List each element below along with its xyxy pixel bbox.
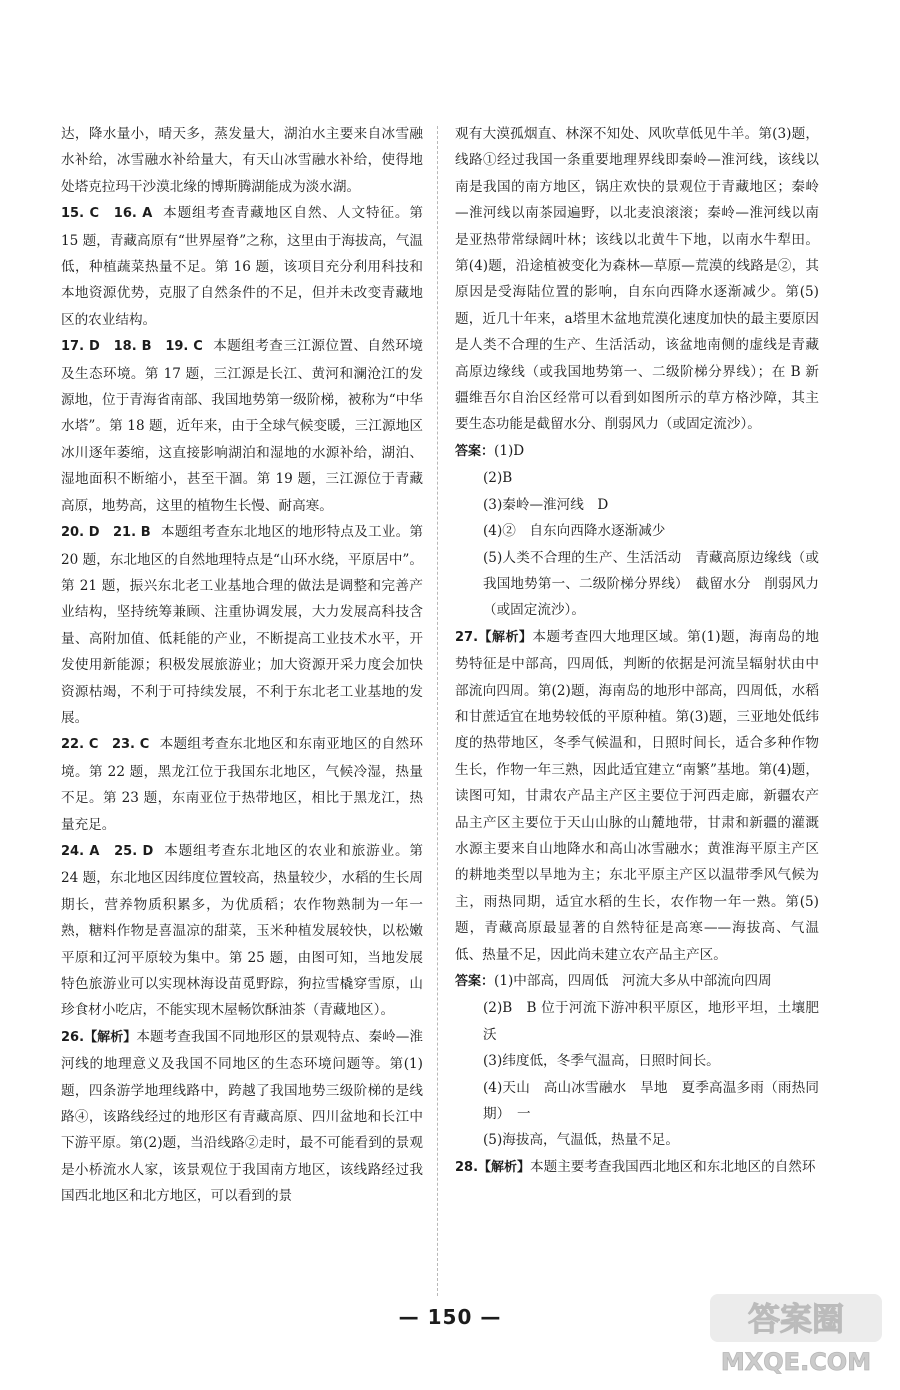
answer-item-15-16 (61, 200, 423, 333)
left-column (61, 121, 423, 1210)
question-label: 28.【解析】 (455, 1159, 531, 1175)
answer-item-17-19 (61, 333, 423, 519)
answer-text: (2)B B 位于河流下游冲积平原区，地形平坦，土壤肥沃 (483, 1000, 819, 1043)
paragraph-text: 观有大漠孤烟直、林深不知处、风吹草低见牛羊。第(3)题，线路①经过我国一条重要地理界线即秦岭—淮河线，该线以南是我国的南方地区，锅庄欢快的景观位于青藏地区；秦岭—淮河线以南茶园遍野，以北麦浪滚滚；秦岭—淮河线以南是亚热带常绿阔叶林；该线以北黄牛下地，以南水牛犁田。第(4)题，沿途植被变化为森林—草原—荒漠的线路是②，其原因是受海陆位置的影响，自东向西降水逐渐减少。第(5)题，近几十年来，a塔里木盆地荒漠化速度加快的最主要原因是人类不合理的生产、生活活动，该盆地南侧的虚线是青藏高原边缘线（或我国地势第一、二级阶梯分界线）；在 B 新疆维吾尔自治区经常可以看到如图所示的草方格沙障，其主要生态功能是截留水分、削弱风力（或固定流沙）。 (455, 126, 819, 433)
answer-label: 答案： (455, 443, 495, 459)
answer-line (455, 1048, 819, 1074)
answer-text: (3)秦岭—淮河线 D (483, 496, 609, 513)
paragraph-text: 本题组考查三江源位置、自然环境及生态环境。第 17 题，三江源是长江、黄河和澜沧江的发源地，位于青海省南部、我国地势第一级阶梯，被称为“中华水塔”。第 18 题，近年来，由于全球气候变暖，三江源地区冰川逐年萎缩，这直接影响湖泊和湿地的水源补给，湖泊、湿地面积不断缩小，甚至干涸。第 19 题，三江源位于青藏高原，地势高，这里的植物生长慢、耐高寒。 (61, 338, 424, 514)
answer-text: (5)人类不合理的生产、生活活动 青藏高原边缘线（或我国地势第一、二级阶梯分界线） 截留水分 削弱风力（或固定流沙）。 (483, 549, 819, 619)
watermark-title: 答案圈 (747, 1300, 845, 1338)
paragraph-continuation (61, 121, 423, 200)
column-divider (437, 126, 438, 1296)
paragraph-text: 本题组考查青藏地区自然、人文特征。第 15 题，青藏高原有“世界屋脊”之称，这里由于海拔高，气温低，种植蔬菜热量不足。第 16 题，该项目充分利用科技和本地资源优势，克服了自然条件的不足，但并未改变青藏地区的农业结构。 (61, 205, 423, 328)
answer-item-20-21 (61, 519, 423, 731)
answer-line (455, 1075, 819, 1128)
answer-item-28 (455, 1154, 819, 1181)
answer-item-22-23 (61, 731, 423, 838)
question-label: 24. A 25. D (61, 843, 154, 859)
paragraph-text: 达，降水量小，晴天多，蒸发量大，湖泊水主要来自冰雪融水补给，冰雪融水补给量大，有天山冰雪融水补给，使得地处塔克拉玛干沙漠北缘的博斯腾湖能成为淡水湖。 (61, 126, 423, 195)
answer-item-27 (455, 624, 819, 968)
answer-line (455, 438, 819, 465)
answer-line (455, 1127, 819, 1153)
answer-text: (4)② 自东向西降水逐渐减少 (483, 523, 666, 540)
answer-line (455, 968, 819, 995)
page-number: — 150 — (398, 1305, 502, 1329)
answer-item-24-25 (61, 838, 423, 1024)
paragraph-text: 本题组考查东北地区和东南亚地区的自然环境。第 22 题，黑龙江位于我国东北地区，气候冷湿，热量不足。第 23 题，东南亚位于热带地区，相比于黑龙江，热量充足。 (61, 736, 423, 833)
paragraph-text: 本题主要考查我国西北地区和东北地区的自然环 (530, 1158, 816, 1175)
watermark-logo (706, 1288, 886, 1380)
answer-line (455, 492, 819, 518)
paragraph-text: 本题考查四大地理区域。第(1)题，海南岛的地势特征是中部高，四周低，判断的依据是河流呈辐射状由中部流向四周。第(2)题，海南岛的地形中部高，四周低，水稻和甘蔗适宜在地势较低的平原种植。第(3)题，三亚地处低纬度的热带地区，冬季气候温和，日照时间长，适合多种作物生长，作物一年三熟，因此适宜建立“南繁”基地。第(4)题，读图可知，甘肃农产品主产区主要位于河西走廊，新疆农产品主产区主要位于天山山脉的山麓地带，甘肃和新疆的灌溉水源主要来自山地降水和高山冰雪融水；黄淮海平原主产区的耕地类型以旱地为主；东北平原主产区以温带季风气候为主，雨热同期，适宜水稻的生长，农作物一年一熟。第(5)题，青藏高原最显著的自然特征是高寒——海拔高、气温低、热量不足，因此尚未建立农产品主产区。 (455, 628, 819, 963)
question-label: 22. C 23. C (61, 737, 150, 753)
right-column (455, 121, 819, 1181)
paragraph-continuation (455, 121, 819, 438)
question-label: 17. D 18. B 19. C (61, 339, 203, 355)
watermark-domain: MXQE.COM (720, 1348, 872, 1376)
question-label: 26.【解析】 (61, 1029, 137, 1045)
answer-line (455, 995, 819, 1048)
question-label: 20. D 21. B (61, 525, 151, 541)
paragraph-text: 本题组考查东北地区的地形特点及工业。第 20 题，东北地区的自然地理特点是“山环水绕，平原居中”。第 21 题，振兴东北老工业基地合理的做法是调整和完善产业结构，坚持统筹兼顾、注重协调发展，大力发展高科技含量、高附加值、低耗能的产业，不断提高工业技术水平，开发使用新能源；积极发展旅游业；加大资源开采力度会加快资源枯竭，不利于可持续发展，不利于东北老工业基地的发展。 (61, 524, 424, 726)
answer-text: (2)B (483, 470, 513, 487)
answer-text: (1)D (494, 442, 525, 459)
paragraph-text: 本题考查我国不同地形区的景观特点、秦岭—淮河线的地理意义及我国不同地区的生态环境问题等。第(1)题，四条游学地理线路中，跨越了我国地势三级阶梯的是线路④，该路线经过的地形区有青藏高原、四川盆地和长江中下游平原。第(2)题，当沿线路②走时，最不可能看到的景观是小桥流水人家，该景观位于我国南方地区，该线路经过我国西北地区和北方地区，可以看到的景 (61, 1028, 424, 1205)
question-label: 27.【解析】 (455, 629, 533, 645)
answer-text: (4)天山 高山冰雪融水 旱地 夏季高温多雨（雨热同期） 一 (483, 1079, 819, 1123)
answer-text: (3)纬度低，冬季气温高，日照时间长。 (483, 1053, 720, 1070)
paragraph-text: 本题组考查东北地区的农业和旅游业。第 24 题，东北地区因纬度位置较高，热量较少，水稻的生长周期长，营养物质积累多，为优质稻；农作物熟制为一年一熟，糖料作物是喜温凉的甜菜，玉米种植发展较快，以松嫩平原和辽河平原较为集中。第 25 题，由图可知，当地发展特色旅游业可以实现林海设苗觅野踪，狗拉雪橇穿雪原，山珍食材小吃店，不能实现木屋畅饮酥油茶（青藏地区）。 (61, 842, 424, 1019)
answer-line (455, 518, 819, 544)
answer-label: 答案： (455, 974, 495, 989)
answer-item-26 (61, 1024, 423, 1210)
answer-text: (1)中部高，四周低 河流大多从中部流向四周 (494, 973, 772, 989)
answer-line (455, 545, 819, 624)
answer-text: (5)海拔高，气温低，热量不足。 (483, 1132, 679, 1149)
answer-line (455, 465, 819, 491)
question-label: 15. C 16. A (61, 206, 153, 222)
